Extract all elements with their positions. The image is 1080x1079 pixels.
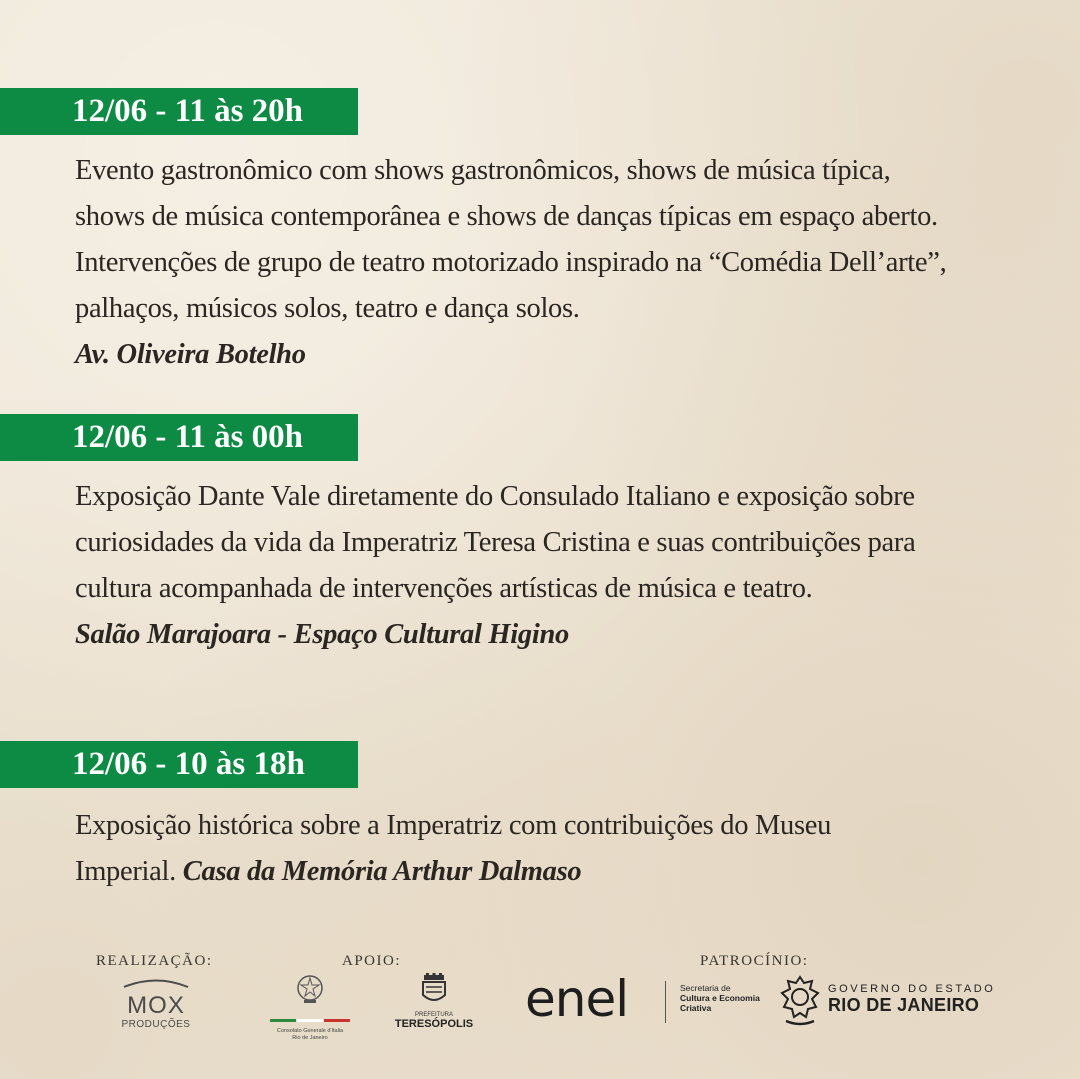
mox-arc-icon [120,978,192,988]
prefeitura-teresopolis-logo [392,973,476,1030]
consulado-line2: Rio de Janeiro [292,1035,328,1041]
mox-name: MOX [127,992,185,1019]
event-place: Av. Oliveira Botelho [75,339,306,370]
secretaria-cultura-logo [680,983,760,1013]
event-description-text: Exposição histórica sobre a Imperatriz com contribuições do Museu Imperial. [75,810,832,887]
consulado-italia-logo [266,973,354,1042]
secretaria-line3: Criativa [680,1003,712,1013]
rio-coat-of-arms-icon [778,975,822,1027]
logo-divider [665,981,666,1023]
patrocinio-label: PATROCÍNIO: [700,953,809,969]
prefeitura-name: TERESÓPOLIS [394,1018,474,1030]
event-description-text: Evento gastronômico com shows gastronômicos, shows de música típica, shows de música contemporânea e shows de danças típicas em espaço aberto. Intervenções de grupo de teatro motorizado inspirado na “Comédia Dell’arte”, palhaços, músicos solos, teatro e dança solos. [75,155,947,324]
italian-flag-stripe-icon [270,1019,350,1023]
secretaria-line2: Cultura e Economia [680,993,760,1003]
consulado-line1: Consolato Generale d'Italia [276,1028,344,1034]
secretaria-line1: Secretaria de [680,983,731,993]
event-place: Casa da Memória Arthur Dalmaso [182,856,582,887]
mox-subtitle: PRODUÇÕES [121,1019,191,1030]
italian-emblem-icon [295,973,325,1005]
prefeitura-label: PREFEITURA [414,1012,453,1018]
apoio-label: APOIO: [342,953,402,969]
event-date-banner: 12/06 - 11 às 00h [0,414,358,461]
event-description-text: Exposição Dante Vale diretamente do Consulado Italiano e exposição sobre curiosidades da vida da Imperatriz Teresa Cristina e suas contribuições para cultura acompanhada de intervenções artísticas de música e teatro. [75,481,916,604]
event-description [75,474,955,658]
teresopolis-crest-icon [416,973,452,1007]
governo-label: GOVERNO DO ESTADO [828,983,996,995]
mox-producoes-logo [120,975,192,1030]
governo-rj-logo [778,975,996,1031]
rio-de-janeiro-label: RIO DE JANEIRO [828,995,980,1015]
event-place: Salão Marajoara - Espaço Cultural Higino [75,619,569,650]
event-description [75,148,955,378]
event-date-banner: 12/06 - 10 às 18h [0,741,358,788]
event-date-banner: 12/06 - 11 às 20h [0,88,358,135]
realizacao-label: REALIZAÇÃO: [96,953,213,969]
sponsors-footer [0,945,1080,1045]
enel-logo: enel [525,970,629,1028]
event-description [75,803,875,895]
